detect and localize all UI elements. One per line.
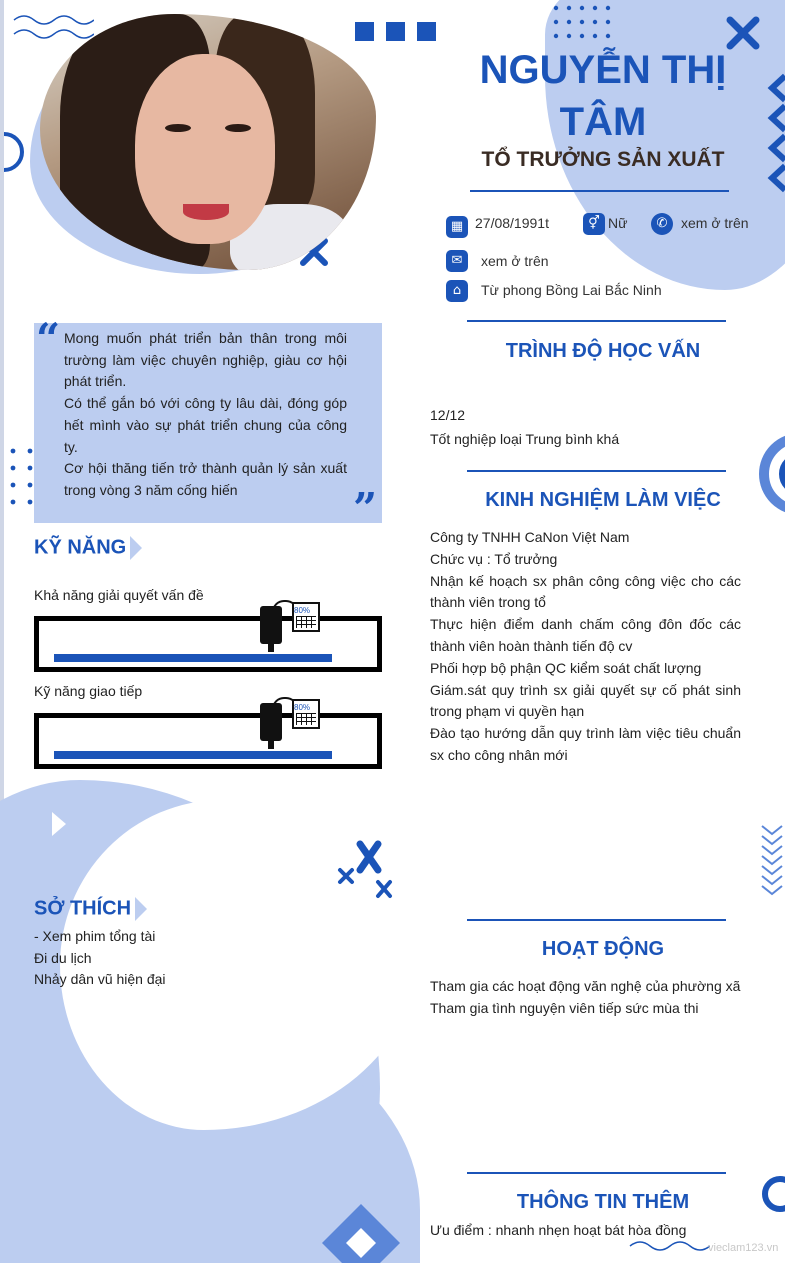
address-value: Từ phong Bồng Lai Bắc Ninh	[481, 282, 662, 298]
home-icon: ⌂	[446, 280, 468, 302]
divider	[467, 919, 726, 921]
ring-icon	[0, 130, 26, 174]
skill-meter-icon	[260, 600, 322, 652]
skill-meter-icon	[260, 697, 322, 749]
divider	[467, 470, 726, 472]
triangle-icon	[50, 810, 68, 838]
cross-cluster-icon	[334, 838, 396, 902]
divider	[470, 190, 729, 192]
activities-title: HOẠT ĐỘNG	[541, 938, 665, 960]
skill-label: Kỹ năng giao tiếp	[34, 683, 143, 699]
list-item: Thực hiện điểm danh chấm công đôn đốc các thành viên hoàn thành tiến độ cv	[430, 616, 741, 654]
skill-label: Khả năng giải quyết vấn đề	[34, 587, 204, 603]
dots-icon	[8, 446, 36, 508]
quote-close-icon: ”	[353, 484, 378, 533]
decor-square	[386, 22, 405, 41]
activities-body	[430, 976, 741, 1020]
email-icon: ✉	[446, 250, 468, 272]
list-item: Nhận kế hoạch sx phân công công việc cho các thành viên trong tổ	[430, 572, 741, 611]
objective-text	[64, 328, 347, 502]
list-item: Nhảy dân vũ hiện đại	[34, 971, 166, 987]
extra-title: THÔNG TIN THÊM	[516, 1191, 690, 1213]
chevron-stack-icon	[766, 70, 785, 194]
diamond-icon	[318, 1200, 404, 1263]
dots-icon	[552, 4, 612, 44]
gender-value: Nữ	[608, 215, 628, 231]
skill-percent: 80%	[294, 606, 311, 615]
education-result: Tốt nghiệp loại Trung bình khá	[430, 430, 620, 447]
education-title: TRÌNH ĐỘ HỌC VẤN	[505, 340, 701, 362]
profile-photo	[40, 14, 378, 272]
skill-fill	[54, 654, 332, 662]
list-item: Đi du lịch	[34, 949, 92, 966]
list-item: - Xem phim tổng tài	[34, 928, 156, 944]
skills-title: KỸ NĂNG	[34, 536, 127, 559]
list-item: Tham gia các hoạt động văn nghệ của phường xã	[430, 978, 741, 994]
skills-heading	[34, 536, 142, 560]
avatar	[40, 14, 376, 270]
chevron-down-stack-icon	[760, 822, 785, 902]
list-item: Giám.sát quy trình sx giải quyết sự cố phát sinh trong phạm vi quyền hạn	[430, 681, 741, 720]
divider	[467, 1172, 726, 1174]
divider	[467, 320, 726, 322]
hobbies-title: SỞ THÍCH	[34, 897, 132, 920]
candidate-name: NGUYỄN THỊ TÂM	[479, 48, 727, 144]
list-item: Đào tạo hướng dẫn quy trình làm việc tiêu chuẩn sx cho công nhân mới	[430, 725, 741, 763]
quote-open-icon: “	[36, 314, 61, 363]
skill-bar	[34, 713, 382, 769]
hobbies-heading	[34, 897, 147, 921]
calendar-icon: ▦	[446, 216, 468, 238]
gender-icon: ⚥	[583, 213, 605, 235]
objective-line: Có thể gắn bó với công ty lâu dài, đóng góp hết mình vào sự phát triển chung của công ty.	[64, 395, 347, 455]
list-item: Công ty TNHH CaNon Việt Nam	[430, 529, 630, 545]
education-level: 12/12	[430, 407, 466, 423]
objective-line: Mong muốn phát triển bản thân trong môi trường làm việc chuyên nghiệp, giàu cơ hội phát triển.	[64, 330, 347, 390]
birthday-value: 27/08/1991t	[475, 215, 549, 231]
decor-square	[417, 22, 436, 41]
candidate-role: TỔ TRƯỞNG SẢN XUẤT	[481, 148, 725, 171]
list-item: Chức vụ : Tổ trưởng	[430, 550, 558, 567]
objective-line: Cơ hội thăng tiến trở thành quản lý sản xuất trong vòng 3 năm cống hiến	[64, 460, 347, 498]
list-item: Phối hợp bộ phận QC kiểm soát chất lượng	[430, 659, 702, 676]
triangle-icon	[130, 536, 142, 560]
skill-fill	[54, 751, 332, 759]
triangle-icon	[135, 897, 147, 921]
email-value: xem ở trên	[481, 253, 549, 269]
extra-text: Ưu điểm : nhanh nhẹn hoạt bát hòa đồng	[430, 1222, 687, 1238]
list-item: Tham gia tình nguyện viên tiếp sức mùa thi	[430, 999, 699, 1016]
watermark: vieclam123.vn	[708, 1242, 779, 1254]
phone-value: xem ở trên	[681, 215, 749, 231]
hobbies-list	[34, 926, 166, 991]
education-body	[430, 405, 741, 451]
skill-percent: 80%	[294, 703, 311, 712]
experience-body	[430, 527, 741, 767]
experience-title: KINH NGHIỆM LÀM VIỆC	[485, 489, 721, 511]
skill-bar	[34, 616, 382, 672]
phone-icon: ✆	[651, 213, 673, 235]
